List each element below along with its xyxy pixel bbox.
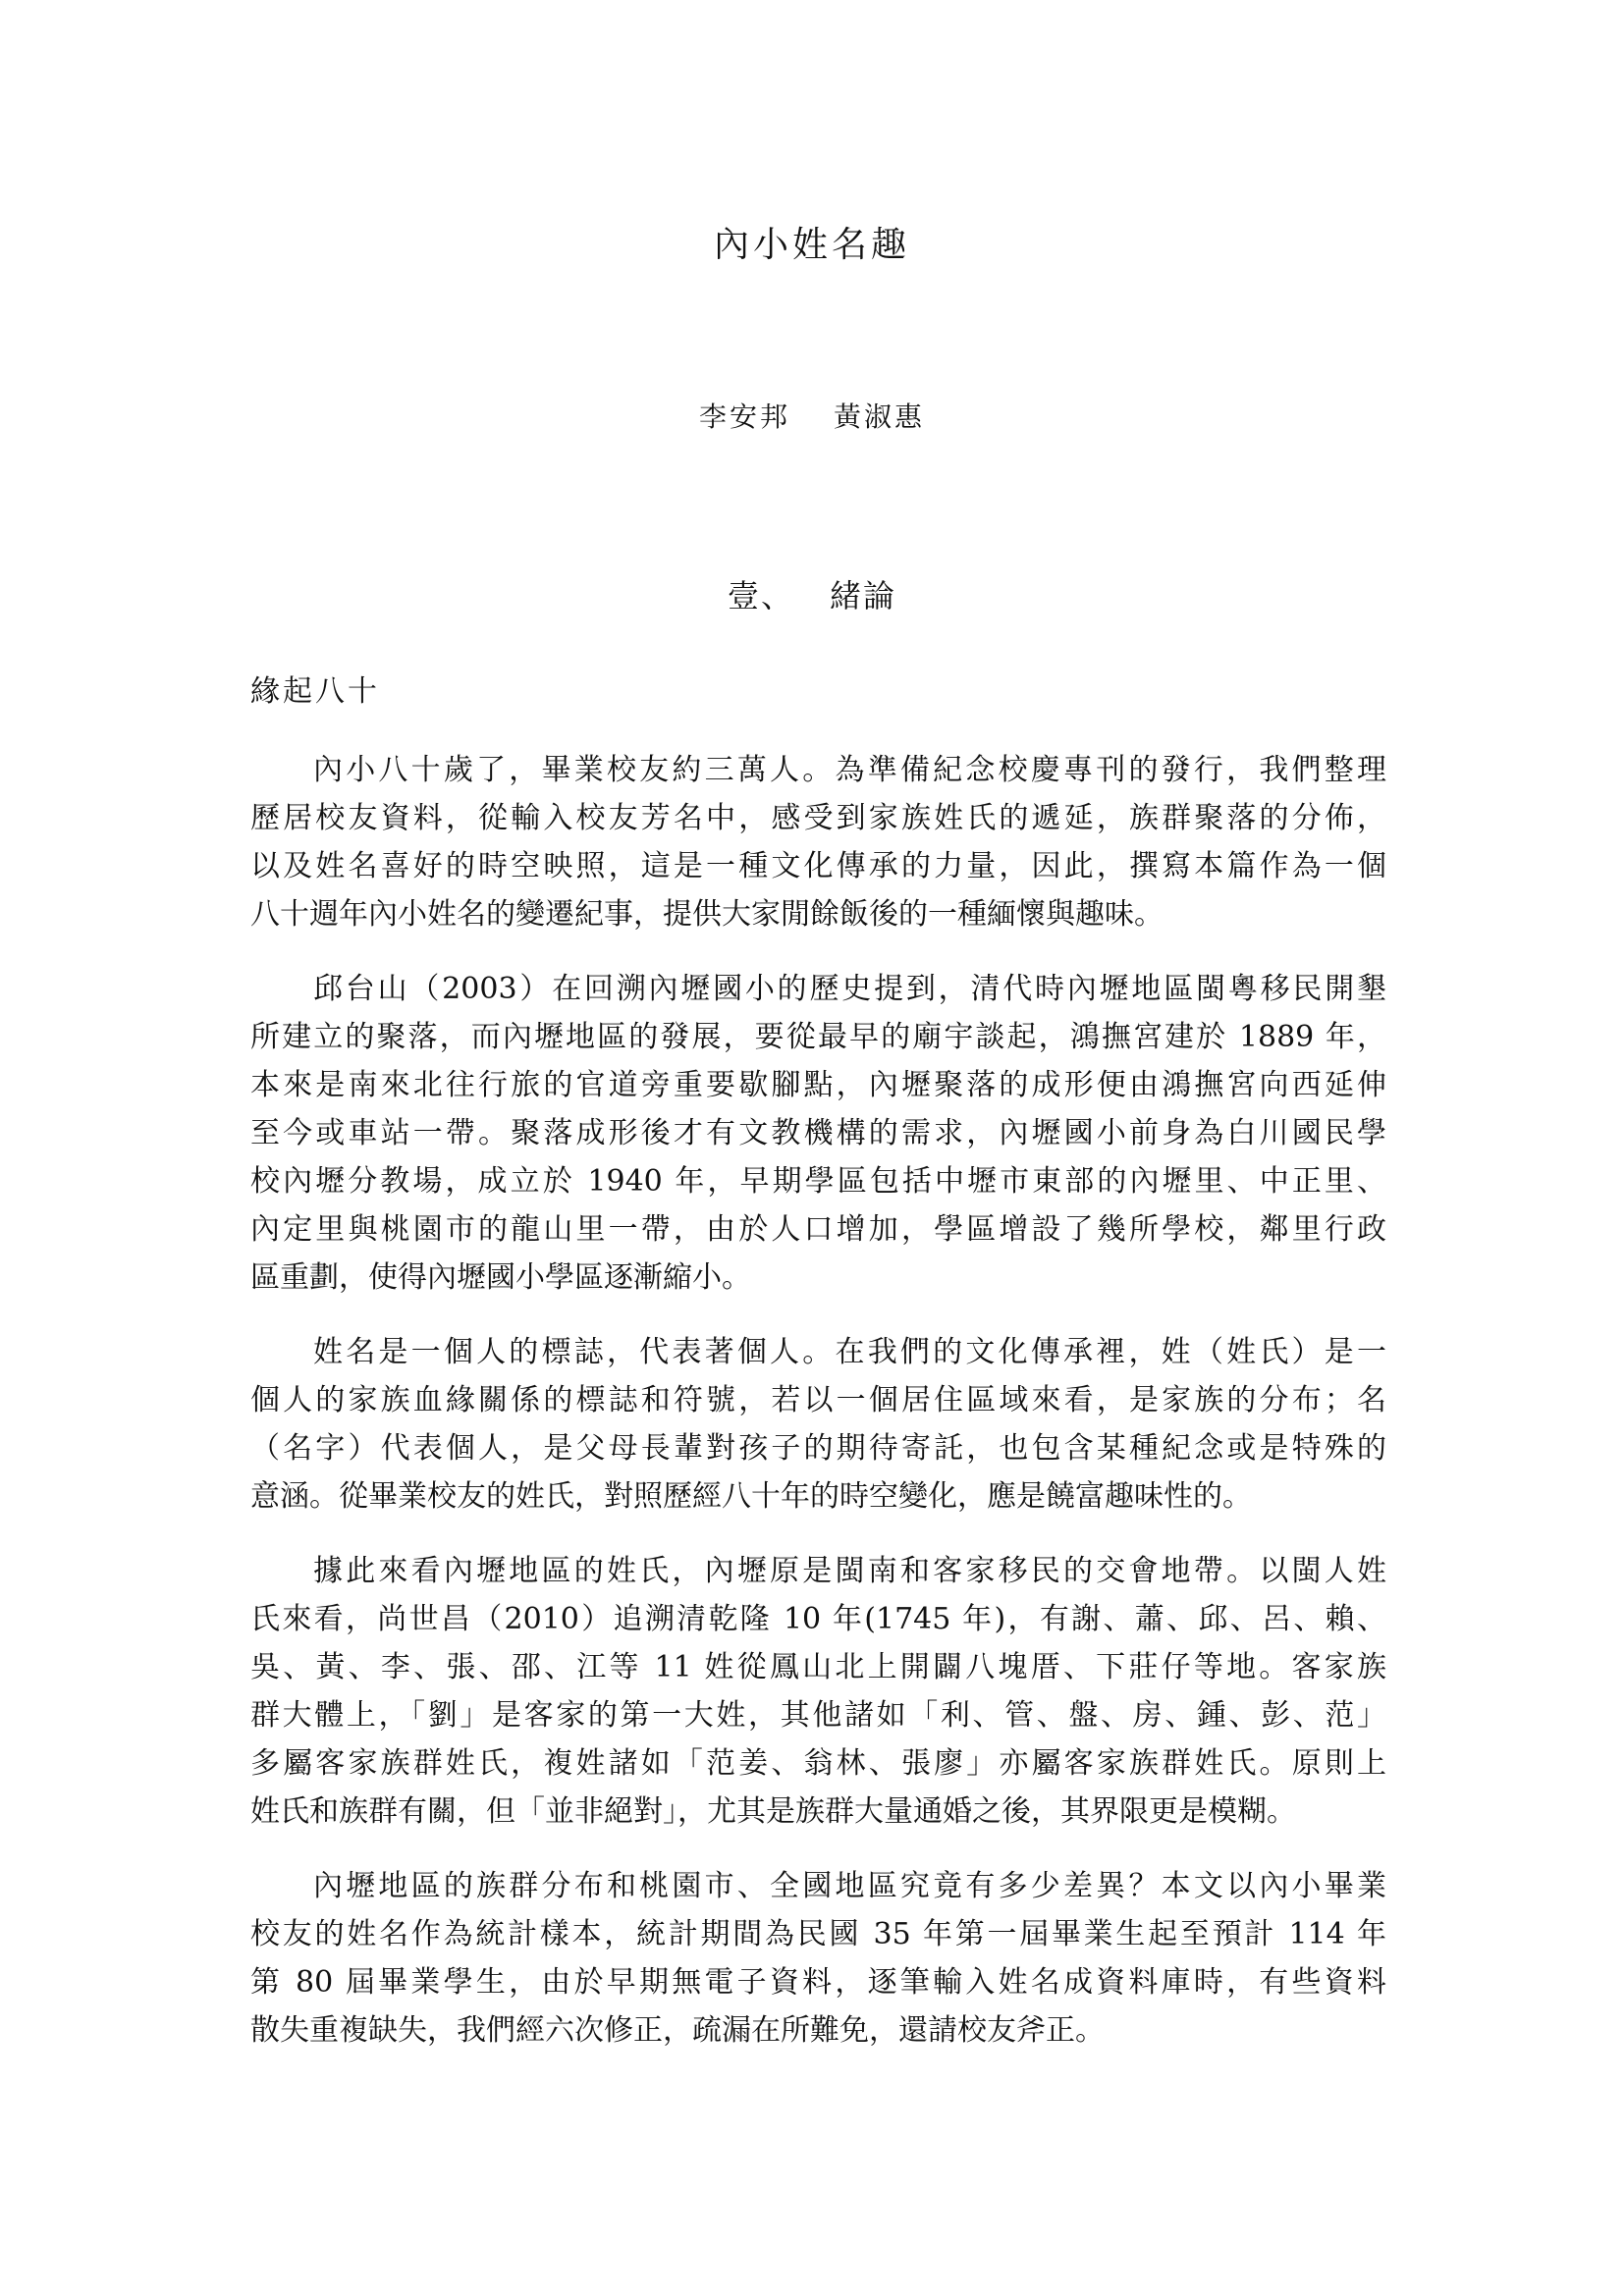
paragraph-line: 區重劃，使得內壢國小學區逐漸縮小。: [250, 1260, 751, 1295]
author-name: 李安邦: [698, 400, 790, 433]
paragraph-line: 本來是南來北往行旅的官道旁重要歇腳點，內壢聚落的成形便由鴻撫宮向西延伸: [250, 1068, 1386, 1102]
paragraph-line: 以及姓名喜好的時空映照，這是一種文化傳承的力量，因此，撰寫本篇作為一個: [250, 849, 1386, 883]
paragraph-line: 內小八十歲了，畢業校友約三萬人。為準備紀念校慶專刊的發行，我們整理: [313, 753, 1386, 787]
body-text: [250, 746, 1386, 2055]
paragraph-line: 吳、黃、李、張、邵、江等 11 姓從鳳山北上開闢八塊厝、下莊仔等地。客家族: [250, 1650, 1386, 1684]
paragraph-line: 個人的家族血緣關係的標誌和符號，若以一個居住區域來看，是家族的分布；名: [250, 1383, 1386, 1417]
paragraph-line: 散失重複缺失，我們經六次修正，疏漏在所難免，還請校友斧正。: [250, 2013, 1105, 2048]
paragraph-line: 群大體上，「劉」是客家的第一大姓，其他諸如「利、管、盤、房、鍾、彭、范」: [250, 1698, 1386, 1733]
paragraph-line: 多屬客家族群姓氏，複姓諸如「范姜、翁林、張廖」亦屬客家族群姓氏。原則上: [250, 1746, 1386, 1781]
paragraph-line: 八十週年內小姓名的變遷紀事，提供大家閒餘飯後的一種緬懷與趣味。: [250, 897, 1164, 932]
author-list: [0, 398, 1624, 437]
subsection-heading: 緣起八十: [250, 674, 380, 709]
paragraph-line: 氏來看，尚世昌（2010）追溯清乾隆 10 年(1745 年)，有謝、蕭、邱、呂、賴、: [250, 1602, 1386, 1636]
paragraph-line: 至今或車站一帶。聚落成形後才有文教機構的需求，內壢國小前身為白川國民學: [250, 1116, 1386, 1150]
paragraph-3: [250, 1328, 1386, 1521]
paragraph-line: 歷居校友資料，從輸入校友芳名中，感受到家族姓氏的遞延，族群聚落的分佈，: [250, 801, 1386, 835]
paragraph-line: 內壢地區的族群分布和桃園市、全國地區究竟有多少差異？本文以內小畢業: [313, 1869, 1386, 1903]
section-number: 壹、: [727, 577, 794, 614]
paragraph-2: [250, 965, 1386, 1302]
section-title: 緒論: [830, 577, 897, 614]
paragraph-1: [250, 746, 1386, 938]
paragraph-line: 姓氏和族群有關，但「並非絕對」，尤其是族群大量通婚之後，其界限更是模糊。: [250, 1794, 1296, 1829]
document-title: 內小姓名趣: [713, 225, 910, 265]
paragraph-line: 意涵。從畢業校友的姓氏，對照歷經八十年的時空變化，應是饒富趣味性的。: [250, 1479, 1252, 1514]
paragraph-line: 據此來看內壢地區的姓氏，內壢原是閩南和客家移民的交會地帶。以閩人姓: [313, 1554, 1386, 1588]
paragraph-line: 所建立的聚落，而內壢地區的發展，要從最早的廟宇談起，鴻撫宮建於 1889 年，: [250, 1020, 1386, 1054]
paragraph-line: 校友的姓名作為統計樣本，統計期間為民國 35 年第一屆畢業生起至預計 114 年: [250, 1917, 1386, 1951]
paragraph-line: 校內壢分教場，成立於 1940 年，早期學區包括中壢市東部的內壢里、中正里、: [250, 1164, 1386, 1199]
paragraph-line: （名字）代表個人，是父母長輩對孩子的期待寄託，也包含某種紀念或是特殊的: [250, 1431, 1386, 1466]
paragraph-line: 姓名是一個人的標誌，代表著個人。在我們的文化傳承裡，姓（姓氏）是一: [313, 1335, 1386, 1369]
author-name: 黃淑惠: [834, 400, 926, 433]
paragraph-line: 第 80 屆畢業學生，由於早期無電子資料，逐筆輸入姓名成資料庫時，有些資料: [250, 1965, 1386, 2000]
paragraph-line: 邱台山（2003）在回溯內壢國小的歷史提到，清代時內壢地區閩粵移民開墾: [313, 972, 1386, 1006]
paragraph-5: [250, 1862, 1386, 2055]
paragraph-line: 內定里與桃園市的龍山里一帶，由於人口增加，學區增設了幾所學校，鄰里行政: [250, 1212, 1386, 1247]
paragraph-4: [250, 1547, 1386, 1836]
section-heading: [0, 574, 1624, 617]
